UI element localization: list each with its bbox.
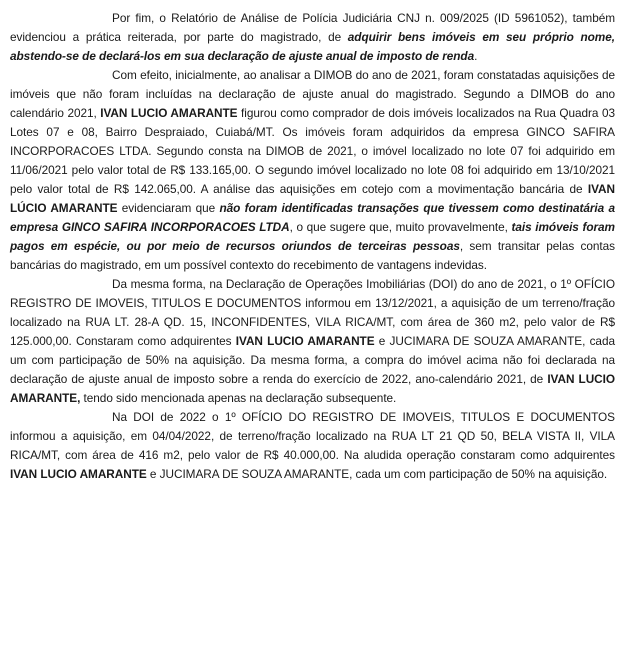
emphasis-text: não foram identificadas transações que tivessem como destinatária a empresa GINCO SAFIRA INCORPORACOES LTDA xyxy=(10,201,615,234)
emphasis-text: tais imóveis foram pagos em espécie, ou por meio de recursos oriundos de terceiras pessoas xyxy=(10,220,615,253)
body-text: tendo sido mencionada apenas na declaração subsequente. xyxy=(80,391,397,405)
paragraph-relatorio xyxy=(10,9,615,66)
body-text: , o que sugere que, muito provavelmente, xyxy=(289,220,512,234)
paragraph-doi-2021 xyxy=(10,275,615,408)
person-name: IVAN LÚCIO AMARANTE xyxy=(10,182,615,215)
person-name: IVAN LUCIO AMARANTE xyxy=(235,334,375,348)
emphasis-text: adquirir bens imóveis em seu próprio nome, abstendo-se de declará-los em sua declaração de ajuste anual de imposto de renda xyxy=(10,30,615,63)
body-text: Por fim, o Relatório de Análise de Polícia Judiciária CNJ n. 009/2025 (ID 5961052), também evidenciou a prática reiterada, por parte do magistrado, de xyxy=(10,11,615,44)
person-name: IVAN LUCIO AMARANTE, xyxy=(10,372,615,405)
paragraph-dimob-2021 xyxy=(10,66,615,275)
body-text: . xyxy=(474,49,478,63)
body-text: e JUCIMARA DE SOUZA AMARANTE, cada um com participação de 50% na aquisição. xyxy=(146,467,608,481)
person-name: IVAN LUCIO AMARANTE xyxy=(10,467,147,481)
body-text: figurou como comprador de dois imóveis localizados na Rua Quadra 03 Lotes 07 e 08, Bairro Despraiado, Cuiabá/MT. Os imóveis foram adquiridos da empresa GINCO SAFIRA INCORPORACOES LTDA. Segundo consta na DIMOB de 2021, o imóvel localizado no lote 07 foi adquirido em 11/06/2021 pelo valor total de R$ 133.165,00. O segundo imóvel localizado no lote 08 foi adquirido em 13/10/2021 pelo valor total de R$ 142.065,00. A análise das aquisições em cotejo com a movimentação bancária de xyxy=(10,106,615,196)
body-text: , sem transitar pelas contas bancárias do magistrado, em um possível contexto do recebimento de vantagens indevidas. xyxy=(10,239,615,272)
person-name: IVAN LUCIO AMARANTE xyxy=(100,106,238,120)
body-text: Da mesma forma, na Declaração de Operações Imobiliárias (DOI) do ano de 2021, o 1º OFÍCIO REGISTRO DE IMOVEIS, TITULOS E DOCUMENTOS informou em 13/12/2021, a aquisição de um terreno/fração localizado na RUA LT. 28-A QD. 15, INCONFIDENTES, VILA RICA/MT, com área de 360 m2, pelo valor de R$ 125.000,00. Constaram como adquirentes xyxy=(10,277,615,348)
body-text: Com efeito, inicialmente, ao analisar a DIMOB do ano de 2021, foram constatadas aquisições de imóveis que não foram incluídas na declaração de ajuste anual do magistrado. Segundo a DIMOB do ano calendário 2021, xyxy=(10,68,615,120)
body-text: Na DOI de 2022 o 1º OFÍCIO DO REGISTRO DE IMOVEIS, TITULOS E DOCUMENTOS informou a aquisição, em 04/04/2022, de terreno/fração localizado na RUA LT 21 QD 50, BELA VISTA II, VILA RICA/MT, com área de 416 m2, pelo valor de R$ 40.000,00. Na aludida operação constaram como adquirentes xyxy=(10,410,615,462)
body-text: e JUCIMARA DE SOUZA AMARANTE, cada um com participação de 50% na aquisição. Da mesma forma, a compra do imóvel acima não foi declarada na declaração de ajuste anual de imposto sobre a renda do exercício de 2022, ano-calendário 2021, de xyxy=(10,334,615,386)
body-text: evidenciaram que xyxy=(117,201,220,215)
paragraph-doi-2022 xyxy=(10,408,615,484)
